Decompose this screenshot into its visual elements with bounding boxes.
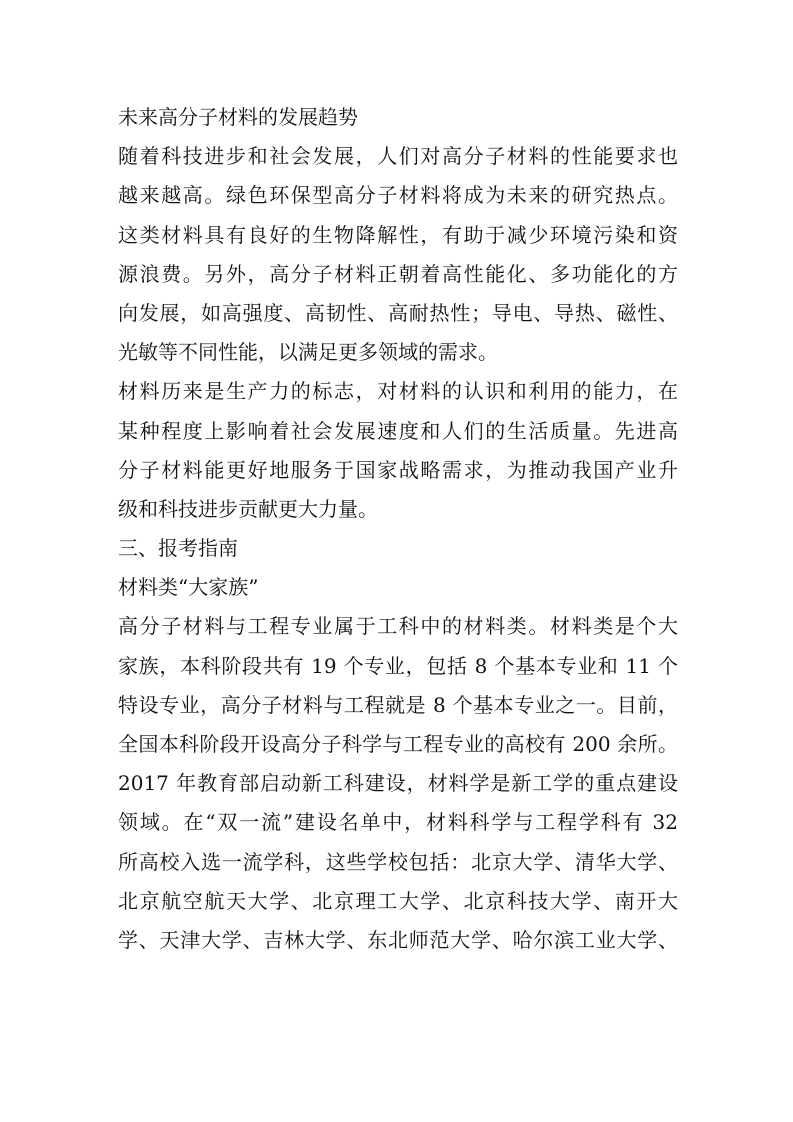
text-line: 材料类“大家族” [118,575,259,600]
text-line: 特设专业，高分子材料与工程就是 8 个基本专业之一。目前， [118,692,678,717]
text-line: 未来高分子材料的发展趋势 [118,105,358,129]
text-line: 向发展，如高强度、高韧性、高耐热性；导电、导热、磁性、 [118,300,678,325]
text-line: 某种程度上影响着社会发展速度和人们的生活质量。先进高 [118,418,678,443]
text-line: 北京航空航天大学、北京理工大学、北京科技大学、南开大 [118,888,678,913]
text-line: 领域。在“双一流”建设名单中，材料科学与工程学科有 32 [118,810,678,835]
text-line: 随着科技进步和社会发展，人们对高分子材料的性能要求也 [118,144,678,169]
text-line: 这类材料具有良好的生物降解性，有助于减少环境污染和资 [118,222,678,247]
text-line: 越来越高。绿色环保型高分子材料将成为未来的研究热点。 [118,183,678,208]
text-line: 材料历来是生产力的标志，对材料的认识和利用的能力，在 [118,379,678,404]
text-line: 分子材料能更好地服务于国家战略需求，为推动我国产业升 [118,457,678,482]
text-line: 学、天津大学、吉林大学、东北师范大学、哈尔滨工业大学、 [118,927,678,952]
text-line: 源浪费。另外，高分子材料正朝着高性能化、多功能化的方 [118,261,678,286]
text-line: 家族，本科阶段共有 19 个专业，包括 8 个基本专业和 11 个 [118,653,678,678]
text-line: 全国本科阶段开设高分子科学与工程专业的高校有 200 余所。 [118,732,678,756]
text-line: 光敏等不同性能，以满足更多领域的需求。 [118,340,498,365]
document-body [118,98,678,960]
text-line: 所高校入选一流学科，这些学校包括：北京大学、清华大学、 [118,849,678,874]
text-line: 三、报考指南 [118,536,238,561]
text-line: 级和科技进步贡献更大力量。 [118,496,378,521]
text-line: 2017 年教育部启动新工科建设，材料学是新工学的重点建设 [118,771,678,796]
text-line: 高分子材料与工程专业属于工科中的材料类。材料类是个大 [118,614,678,639]
